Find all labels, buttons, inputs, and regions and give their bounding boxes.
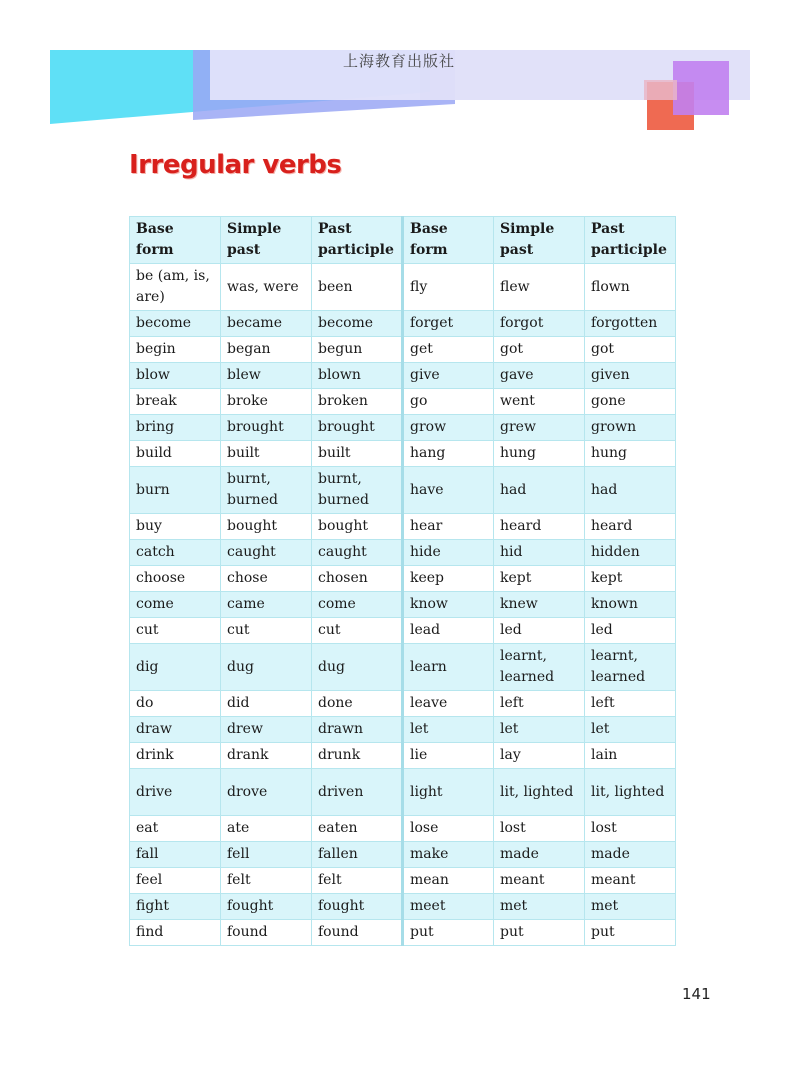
table-cell: drank <box>221 743 312 769</box>
table-cell: felt <box>221 868 312 894</box>
table-cell: got <box>494 337 585 363</box>
table-cell: meet <box>403 894 494 920</box>
table-cell: chose <box>221 566 312 592</box>
table-cell: break <box>130 389 221 415</box>
table-cell: driven <box>312 769 403 816</box>
table-cell: hid <box>494 540 585 566</box>
table-cell: hear <box>403 514 494 540</box>
table-cell: met <box>494 894 585 920</box>
table-cell: brought <box>221 415 312 441</box>
table-row <box>130 592 676 618</box>
table-cell: found <box>312 920 403 946</box>
table-row <box>130 618 676 644</box>
table-cell: forgot <box>494 311 585 337</box>
table-cell: drive <box>130 769 221 816</box>
table-row <box>130 514 676 540</box>
table-cell: learn <box>403 644 494 691</box>
table-cell: cut <box>221 618 312 644</box>
table-cell: got <box>585 337 676 363</box>
table-cell: meant <box>585 868 676 894</box>
table-row <box>130 743 676 769</box>
table-cell: begun <box>312 337 403 363</box>
table-cell: keep <box>403 566 494 592</box>
table-cell: knew <box>494 592 585 618</box>
table-cell: burnt, burned <box>221 467 312 514</box>
table-cell: learnt, learned <box>494 644 585 691</box>
table-cell: left <box>494 691 585 717</box>
table-cell: come <box>130 592 221 618</box>
table-row <box>130 389 676 415</box>
table-row <box>130 868 676 894</box>
table-cell: given <box>585 363 676 389</box>
table-cell: eat <box>130 816 221 842</box>
table-cell: burnt, burned <box>312 467 403 514</box>
table-cell: made <box>494 842 585 868</box>
table-cell: give <box>403 363 494 389</box>
table-row <box>130 842 676 868</box>
table-cell: chosen <box>312 566 403 592</box>
table-cell: get <box>403 337 494 363</box>
table-cell: forgotten <box>585 311 676 337</box>
table-cell: bought <box>312 514 403 540</box>
table-cell: lit, lighted <box>494 769 585 816</box>
table-cell: hidden <box>585 540 676 566</box>
table-cell: draw <box>130 717 221 743</box>
table-cell: fought <box>221 894 312 920</box>
table-cell: fight <box>130 894 221 920</box>
table-cell: light <box>403 769 494 816</box>
table-row <box>130 363 676 389</box>
table-cell: gave <box>494 363 585 389</box>
table-cell: kept <box>585 566 676 592</box>
column-header: Simple past <box>494 217 585 264</box>
table-cell: known <box>585 592 676 618</box>
table-cell: grew <box>494 415 585 441</box>
column-header: Base form <box>130 217 221 264</box>
table-cell: led <box>494 618 585 644</box>
table-cell: bring <box>130 415 221 441</box>
table-row <box>130 311 676 337</box>
table-cell: began <box>221 337 312 363</box>
table-cell: lost <box>585 816 676 842</box>
table-cell: dug <box>312 644 403 691</box>
column-header: Base form <box>403 217 494 264</box>
table-cell: grow <box>403 415 494 441</box>
page-number: 141 <box>682 985 711 1003</box>
table-cell: had <box>585 467 676 514</box>
table-cell: burn <box>130 467 221 514</box>
table-cell: learnt, learned <box>585 644 676 691</box>
table-cell: left <box>585 691 676 717</box>
table-cell: begin <box>130 337 221 363</box>
table-cell: find <box>130 920 221 946</box>
table-cell: caught <box>221 540 312 566</box>
publisher-label: 上海教育出版社 <box>343 52 456 70</box>
table-cell: found <box>221 920 312 946</box>
table-cell: lose <box>403 816 494 842</box>
table-cell: mean <box>403 868 494 894</box>
table-cell: come <box>312 592 403 618</box>
table-row <box>130 644 676 691</box>
table-row <box>130 691 676 717</box>
table-cell: leave <box>403 691 494 717</box>
table-cell: broken <box>312 389 403 415</box>
table-cell: have <box>403 467 494 514</box>
table-cell: hung <box>494 441 585 467</box>
table-cell: drove <box>221 769 312 816</box>
table-cell: become <box>130 311 221 337</box>
table-cell: hung <box>585 441 676 467</box>
table-row <box>130 337 676 363</box>
table-cell: go <box>403 389 494 415</box>
table-cell: made <box>585 842 676 868</box>
table-cell: make <box>403 842 494 868</box>
table-cell: let <box>403 717 494 743</box>
table-cell: cut <box>312 618 403 644</box>
table-cell: fell <box>221 842 312 868</box>
table-row <box>130 816 676 842</box>
table-cell: blow <box>130 363 221 389</box>
table-cell: been <box>312 264 403 311</box>
table-cell: fly <box>403 264 494 311</box>
table-cell: led <box>585 618 676 644</box>
table-cell: heard <box>494 514 585 540</box>
table-row <box>130 540 676 566</box>
table-cell: grown <box>585 415 676 441</box>
table-cell: drew <box>221 717 312 743</box>
table-cell: felt <box>312 868 403 894</box>
table-cell: was, were <box>221 264 312 311</box>
table-cell: fall <box>130 842 221 868</box>
table-row <box>130 566 676 592</box>
table-cell: fallen <box>312 842 403 868</box>
table-cell: lie <box>403 743 494 769</box>
table-cell: put <box>585 920 676 946</box>
table-row <box>130 415 676 441</box>
column-header: Past participle <box>312 217 403 264</box>
table-cell: lost <box>494 816 585 842</box>
table-cell: broke <box>221 389 312 415</box>
table-header-row <box>130 217 676 264</box>
table-cell: had <box>494 467 585 514</box>
table-cell: drunk <box>312 743 403 769</box>
column-header: Past participle <box>585 217 676 264</box>
table-row <box>130 769 676 816</box>
table-cell: catch <box>130 540 221 566</box>
table-cell: know <box>403 592 494 618</box>
page-title: Irregular verbs <box>129 150 342 180</box>
table-cell: put <box>494 920 585 946</box>
table-cell: build <box>130 441 221 467</box>
table-cell: caught <box>312 540 403 566</box>
table-cell: cut <box>130 618 221 644</box>
column-header: Simple past <box>221 217 312 264</box>
table-cell: flown <box>585 264 676 311</box>
table-cell: hide <box>403 540 494 566</box>
table-cell: blown <box>312 363 403 389</box>
table-cell: bought <box>221 514 312 540</box>
table-cell: do <box>130 691 221 717</box>
table-cell: built <box>221 441 312 467</box>
table-cell: put <box>403 920 494 946</box>
table-row <box>130 717 676 743</box>
table-cell: be (am, is, are) <box>130 264 221 311</box>
table-cell: did <box>221 691 312 717</box>
table-row <box>130 920 676 946</box>
table-cell: fought <box>312 894 403 920</box>
table-cell: went <box>494 389 585 415</box>
table-cell: hang <box>403 441 494 467</box>
table-cell: heard <box>585 514 676 540</box>
table-cell: built <box>312 441 403 467</box>
table-cell: came <box>221 592 312 618</box>
table-row <box>130 467 676 514</box>
table-cell: eaten <box>312 816 403 842</box>
table-cell: drawn <box>312 717 403 743</box>
table-cell: kept <box>494 566 585 592</box>
table-cell: let <box>585 717 676 743</box>
table-cell: dug <box>221 644 312 691</box>
table-cell: lead <box>403 618 494 644</box>
table-cell: meant <box>494 868 585 894</box>
table-cell: flew <box>494 264 585 311</box>
table-cell: let <box>494 717 585 743</box>
table-cell: done <box>312 691 403 717</box>
table-cell: brought <box>312 415 403 441</box>
table-cell: become <box>312 311 403 337</box>
table-row <box>130 894 676 920</box>
table-row <box>130 264 676 311</box>
table-cell: drink <box>130 743 221 769</box>
table-cell: met <box>585 894 676 920</box>
table-cell: dig <box>130 644 221 691</box>
table-body <box>130 264 676 946</box>
table-cell: lit, lighted <box>585 769 676 816</box>
irregular-verbs-table <box>129 216 676 946</box>
table-cell: buy <box>130 514 221 540</box>
table-cell: lay <box>494 743 585 769</box>
table-cell: gone <box>585 389 676 415</box>
table-cell: feel <box>130 868 221 894</box>
table-cell: forget <box>403 311 494 337</box>
table-cell: lain <box>585 743 676 769</box>
table-row <box>130 441 676 467</box>
table-cell: choose <box>130 566 221 592</box>
table-cell: became <box>221 311 312 337</box>
table-cell: blew <box>221 363 312 389</box>
table-cell: ate <box>221 816 312 842</box>
